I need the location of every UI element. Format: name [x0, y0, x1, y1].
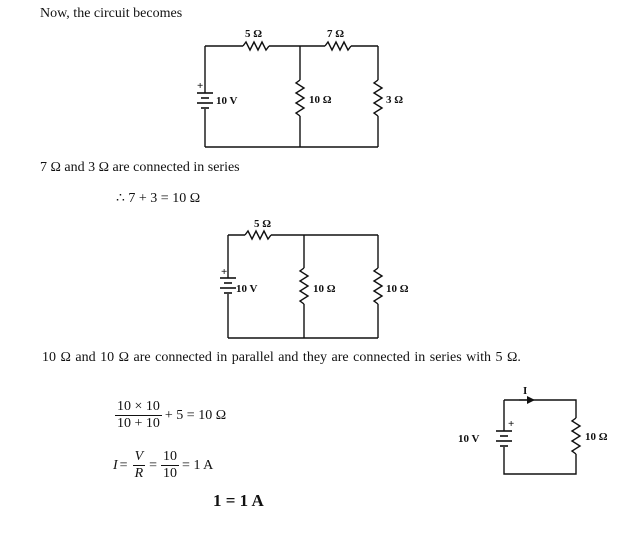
series-note: 7 Ω and 3 Ω are connected in series [40, 160, 240, 175]
eq2-equals-2: = [149, 457, 158, 473]
eq1-numerator: 10 × 10 [117, 399, 160, 414]
battery-plus-sign-3: + [508, 418, 515, 430]
eq1-denominator: 10 + 10 [117, 416, 160, 431]
intro-text: Now, the circuit becomes [40, 6, 183, 21]
resistor-label-10-2b: 10 Ω [386, 283, 409, 295]
eq2-lhs: I [113, 457, 118, 473]
current-label: I [523, 385, 528, 397]
resistor-label-5-2: 5 Ω [254, 218, 272, 230]
parallel-note: 10 Ω and 10 Ω are connected in parallel and they are connected in series with 5 Ω. [42, 350, 521, 365]
eq2-denominator: 10 [163, 466, 178, 481]
resistor-label-10-2a: 10 Ω [313, 283, 336, 295]
battery-icon-3 [496, 431, 512, 446]
final-answer: 1 = 1 A [213, 491, 264, 510]
eq2-rest: = 1 A [182, 457, 214, 473]
resistor-label-10: 10 Ω [309, 94, 332, 106]
source-voltage-label: 10 V [216, 95, 238, 107]
resistor-label-3: 3 Ω [386, 94, 404, 106]
eq2-voltage-symbol: V [134, 449, 144, 464]
battery-plus-sign: + [197, 80, 204, 92]
resistor-label-7: 7 Ω [327, 28, 345, 40]
resistor-label-10-3: 10 Ω [585, 431, 608, 443]
eq1-rest: + 5 = 10 Ω [164, 407, 227, 423]
eq2-resistance-symbol: R [134, 466, 144, 481]
current-arrow-icon [527, 396, 535, 404]
eq2-numerator: 10 [163, 449, 178, 464]
resistor-10-ohm-3 [572, 418, 580, 454]
eq2-equals: = [119, 457, 128, 473]
resistor-label-5: 5 Ω [245, 28, 263, 40]
source-voltage-label-2: 10 V [236, 283, 258, 295]
series-calculation: ∴ 7 + 3 = 10 Ω [116, 191, 201, 206]
source-voltage-label-3: 10 V [458, 433, 480, 445]
battery-plus-sign-2: + [221, 266, 228, 278]
